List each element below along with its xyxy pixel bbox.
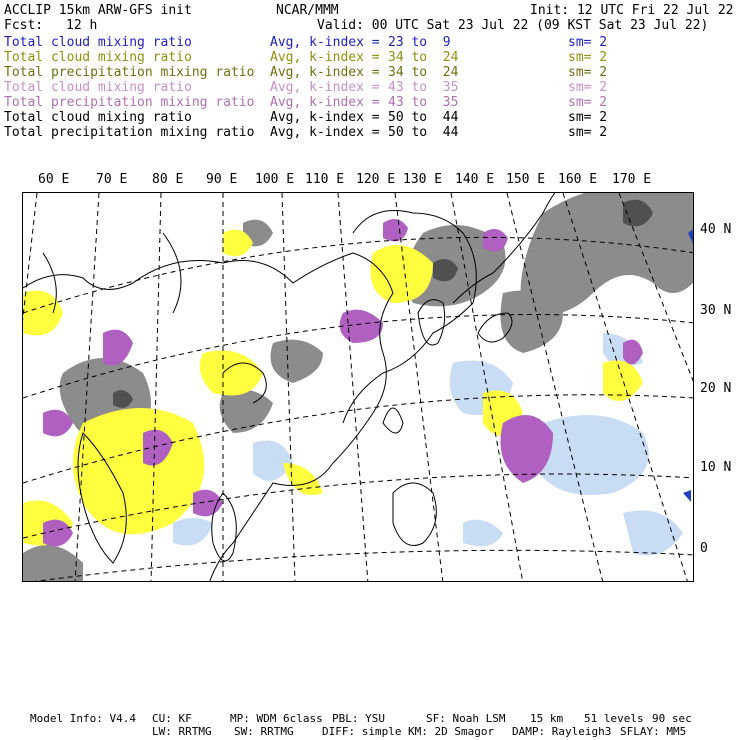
model-info-item: DIFF: simple — [322, 725, 402, 738]
field-smoothing: sm= 2 — [568, 95, 608, 110]
longitude-label: 140 E — [455, 172, 495, 187]
longitude-label: 100 E — [255, 172, 295, 187]
longitude-label: 90 E — [206, 172, 238, 187]
field-smoothing: sm= 2 — [568, 80, 608, 95]
field-k-range: 34 to 24 — [388, 50, 459, 65]
latitude-label: 30 N — [700, 303, 732, 318]
org-label: NCAR/MMM — [276, 3, 339, 18]
longitude-label: 110 E — [305, 172, 345, 187]
valid-time: Valid: 00 UTC Sat 23 Jul 22 (09 KST Sat 23 Jul 22) — [317, 18, 709, 33]
field-smoothing: sm= 2 — [568, 65, 608, 80]
map-canvas — [23, 193, 694, 582]
longitude-label: 160 E — [558, 172, 598, 187]
field-avg-label: Avg, k-index = — [270, 110, 380, 125]
field-avg-label: Avg, k-index = — [270, 125, 380, 140]
model-info-item: 51 levels — [584, 712, 644, 725]
longitude-label: 120 E — [356, 172, 396, 187]
map-panel — [22, 192, 694, 582]
longitude-label: 130 E — [403, 172, 443, 187]
model-info-item: SF: Noah LSM — [426, 712, 506, 725]
fcst-label: Fcst: — [4, 18, 44, 33]
field-smoothing: sm= 2 — [568, 35, 608, 50]
latitude-label: 40 N — [700, 222, 732, 237]
field-k-range: 43 to 35 — [388, 80, 459, 95]
longitude-label: 150 E — [506, 172, 546, 187]
field-k-range: 43 to 35 — [388, 95, 459, 110]
field-k-range: 50 to 44 — [388, 110, 459, 125]
field-avg-label: Avg, k-index = — [270, 80, 380, 95]
model-info-item: LW: RRTMG — [152, 725, 212, 738]
init-time: Init: 12 UTC Fri 22 Jul 22 — [530, 3, 734, 18]
field-smoothing: sm= 2 — [568, 125, 608, 140]
field-name: Total precipitation mixing ratio — [4, 65, 255, 80]
field-k-range: 50 to 44 — [388, 125, 459, 140]
latitude-label: 0 — [700, 541, 708, 556]
field-avg-label: Avg, k-index = — [270, 50, 380, 65]
model-info-item: SW: RRTMG — [234, 725, 294, 738]
field-name: Total cloud mixing ratio — [4, 80, 192, 95]
model-info-item: PBL: YSU — [332, 712, 385, 725]
model-info-item: 15 km — [530, 712, 564, 725]
model-info-item: MP: WDM 6class — [230, 712, 323, 725]
latitude-label: 20 N — [700, 381, 732, 396]
plot-title: ACCLIP 15km ARW-GFS init — [4, 3, 192, 18]
field-k-range: 34 to 24 — [388, 65, 459, 80]
field-k-range: 23 to 9 — [388, 35, 451, 50]
model-info-item: Model Info: V4.4 — [30, 712, 136, 725]
field-name: Total cloud mixing ratio — [4, 35, 192, 50]
model-info-item: CU: KF — [152, 712, 192, 725]
longitude-label: 80 E — [152, 172, 184, 187]
model-info-item: DAMP: Rayleigh3 — [512, 725, 612, 738]
field-smoothing: sm= 2 — [568, 110, 608, 125]
field-avg-label: Avg, k-index = — [270, 95, 380, 110]
cloud-shading — [23, 193, 694, 582]
longitude-label: 60 E — [38, 172, 70, 187]
field-avg-label: Avg, k-index = — [270, 65, 380, 80]
model-info-item: SFLAY: MM5 — [620, 725, 687, 738]
field-smoothing: sm= 2 — [568, 50, 608, 65]
field-name: Total cloud mixing ratio — [4, 110, 192, 125]
latitude-label: 10 N — [700, 460, 732, 475]
field-name: Total precipitation mixing ratio — [4, 125, 255, 140]
model-info-item: KM: 2D Smagor — [408, 725, 495, 738]
longitude-label: 170 E — [612, 172, 652, 187]
longitude-label: 70 E — [96, 172, 128, 187]
field-name: Total precipitation mixing ratio — [4, 95, 255, 110]
field-name: Total cloud mixing ratio — [4, 50, 192, 65]
fcst-value: 12 h — [66, 18, 98, 33]
field-avg-label: Avg, k-index = — [270, 35, 380, 50]
model-info-item: 90 sec — [652, 712, 692, 725]
